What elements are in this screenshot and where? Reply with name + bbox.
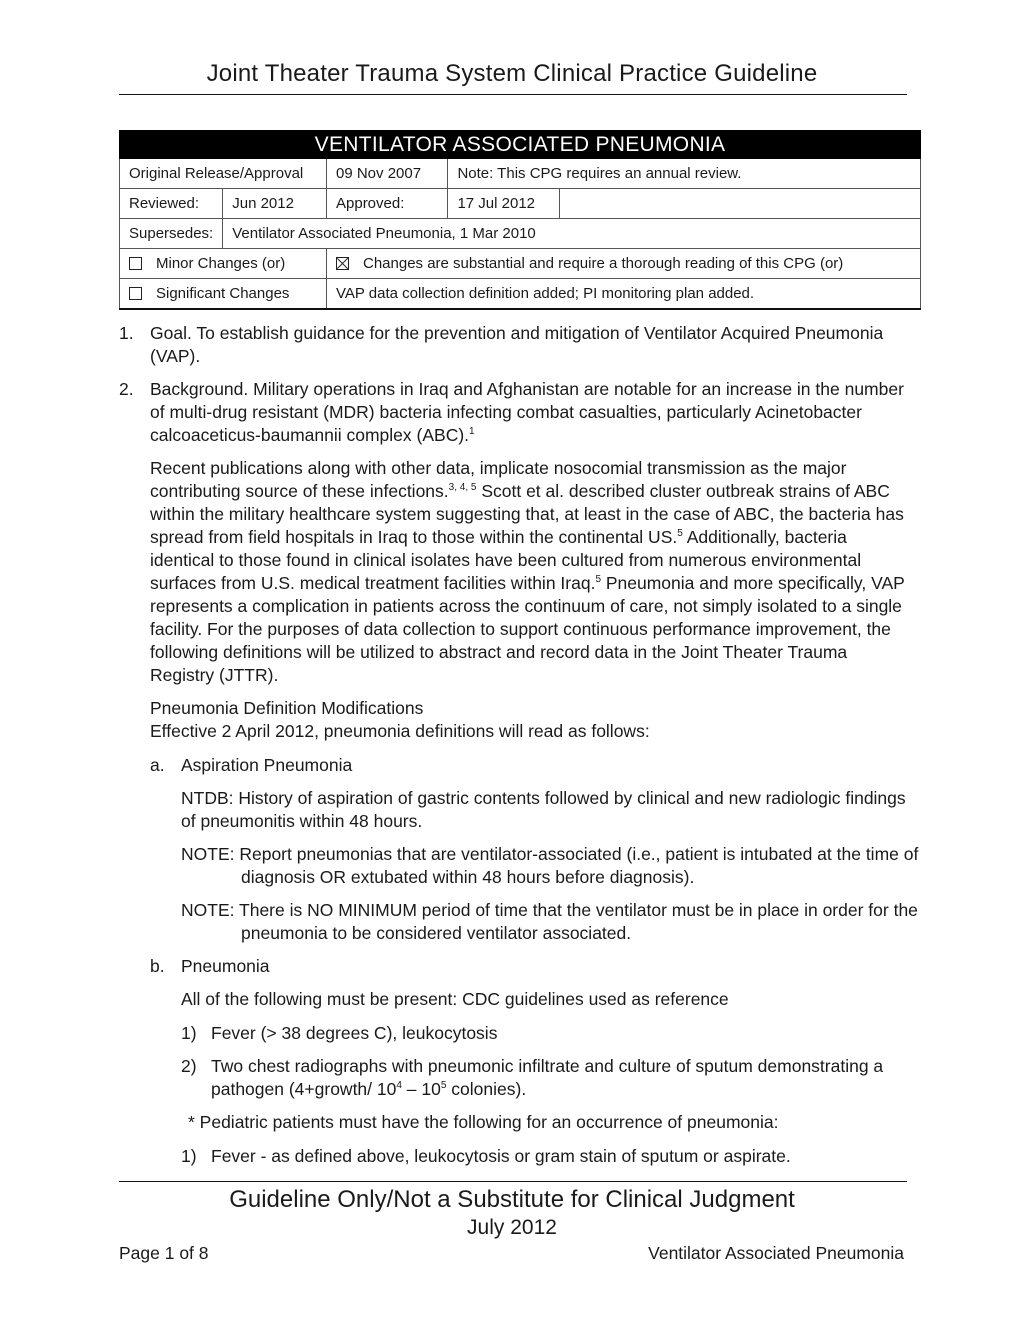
substantial-changes-cell (327, 249, 921, 279)
empty-cell (560, 189, 921, 219)
minor-changes-checkbox[interactable] (129, 257, 142, 270)
footer-disclaimer: Guideline Only/Not a Substitute for Clinical Judgment (229, 1186, 795, 1213)
section-1-number: 1. (119, 323, 134, 343)
section-1-goal: Goal. To establish guidance for the prevention and mitigation of Ventilator Acquired Pneumonia (VAP). (150, 323, 884, 366)
significant-changes-value: VAP data collection definition added; PI monitoring plan added. (327, 279, 921, 310)
minor-changes-label: Minor Changes (or) (156, 255, 286, 272)
supersedes-label: Supersedes: (120, 219, 223, 249)
significant-changes-label: Significant Changes (156, 285, 290, 302)
pneumonia-criteria-intro: All of the following must be present: CDC guidelines used as reference (181, 989, 729, 1009)
section-2-number: 2. (119, 379, 134, 399)
reviewed-value: Jun 2012 (223, 189, 327, 219)
cpg-title-banner: VENTILATOR ASSOCIATED PNEUMONIA (120, 131, 921, 159)
supersedes-value: Ventilator Associated Pneumonia, 1 Mar 2010 (223, 219, 921, 249)
pediatric-note: * Pediatric patients must have the following for an occurrence of pneumonia: (188, 1112, 779, 1132)
pediatric-criterion-1-number: 1) (181, 1146, 197, 1166)
footer-date: July 2012 (467, 1216, 557, 1239)
note-no-minimum: NOTE: There is NO MINIMUM period of time that the ventilator must be in place in order for the pneumonia to be considered ventilator associated. (181, 900, 918, 943)
reviewed-label: Reviewed: (120, 189, 223, 219)
significant-changes-cell (120, 279, 327, 310)
note-ventilator-associated: NOTE: Report pneumonias that are ventilator-associated (i.e., patient is intubated at the time of diagnosis OR extubated within 48 hours before diagnosis). (181, 844, 919, 887)
page-number: Page 1 of 8 (119, 1243, 209, 1263)
annual-review-note: Note: This CPG requires an annual review. (448, 159, 921, 189)
original-release-label: Original Release/Approval (120, 159, 327, 189)
footer-rule (119, 1181, 907, 1182)
criterion-1-number: 1) (181, 1023, 197, 1043)
background-paragraph: Recent publications along with other data, implicate nosocomial transmission as the major contributing source of these infections.$^{3, 4, 5}$ Scott et al. described cluster outbreak strains of ABC within the military healthcare system suggesting that, at least in the case of ABC, the bacteria has spread from field hospitals in Iraq to those within the continental US.$^5$ Additionally, bacteria identical to those found in clinical isolates have been cultured from numerous environmental surfaces from U.S. medical treatment facilities within Iraq.$^5$ Pneumonia and more specifically, VAP represents a complication in patients across the continuum of care, not simply isolated to a single facility. For the purposes of data collection to support continuous performance improvement, the following definitions will be utilized to abstract and record data in the Joint Theater Trauma Registry (JTTR). (150, 458, 905, 685)
item-a-label: a. (150, 755, 165, 775)
approved-value: 17 Jul 2012 (448, 189, 560, 219)
pediatric-criterion-1-text: Fever - as defined above, leukocytosis or gram stain of sputum or aspirate. (211, 1146, 791, 1166)
original-release-value: 09 Nov 2007 (327, 159, 448, 189)
substantial-changes-label: Changes are substantial and require a thorough reading of this CPG (or) (363, 255, 844, 272)
substantial-changes-checkbox[interactable] (336, 257, 349, 270)
item-a-title: Aspiration Pneumonia (181, 755, 353, 775)
definition-mods-heading: Pneumonia Definition Modifications (150, 698, 424, 718)
criterion-2-number: 2) (181, 1056, 197, 1076)
section-2-background: Background. Military operations in Iraq and Afghanistan are notable for an increase in the number of multi-drug resistant (MDR) bacteria infecting combat casualties, particularly Acinetobacter calcoaceticus-baumannii complex (ABC).$^1$ (150, 379, 904, 445)
minor-changes-cell (120, 249, 327, 279)
ntdb-definition: NTDB: History of aspiration of gastric contents followed by clinical and new radiologic findings of pneumonitis within 48 hours. (181, 788, 906, 831)
item-b-label: b. (150, 956, 165, 976)
footer-document-title: Ventilator Associated Pneumonia (648, 1243, 904, 1263)
criterion-1-text: Fever (> 38 degrees C), leukocytosis (211, 1023, 498, 1043)
significant-changes-checkbox[interactable] (129, 287, 142, 300)
cpg-metadata-table (119, 130, 921, 310)
document-header-title: Joint Theater Trauma System Clinical Practice Guideline (206, 60, 818, 87)
item-b-title: Pneumonia (181, 956, 270, 976)
header-rule (119, 94, 907, 95)
definition-mods-effective: Effective 2 April 2012, pneumonia definitions will read as follows: (150, 721, 650, 741)
criterion-2-text: Two chest radiographs with pneumonic infiltrate and culture of sputum demonstrating a pathogen (4+growth/ $10^4 - 10^5$ colonies). (211, 1056, 884, 1099)
approved-label: Approved: (327, 189, 448, 219)
